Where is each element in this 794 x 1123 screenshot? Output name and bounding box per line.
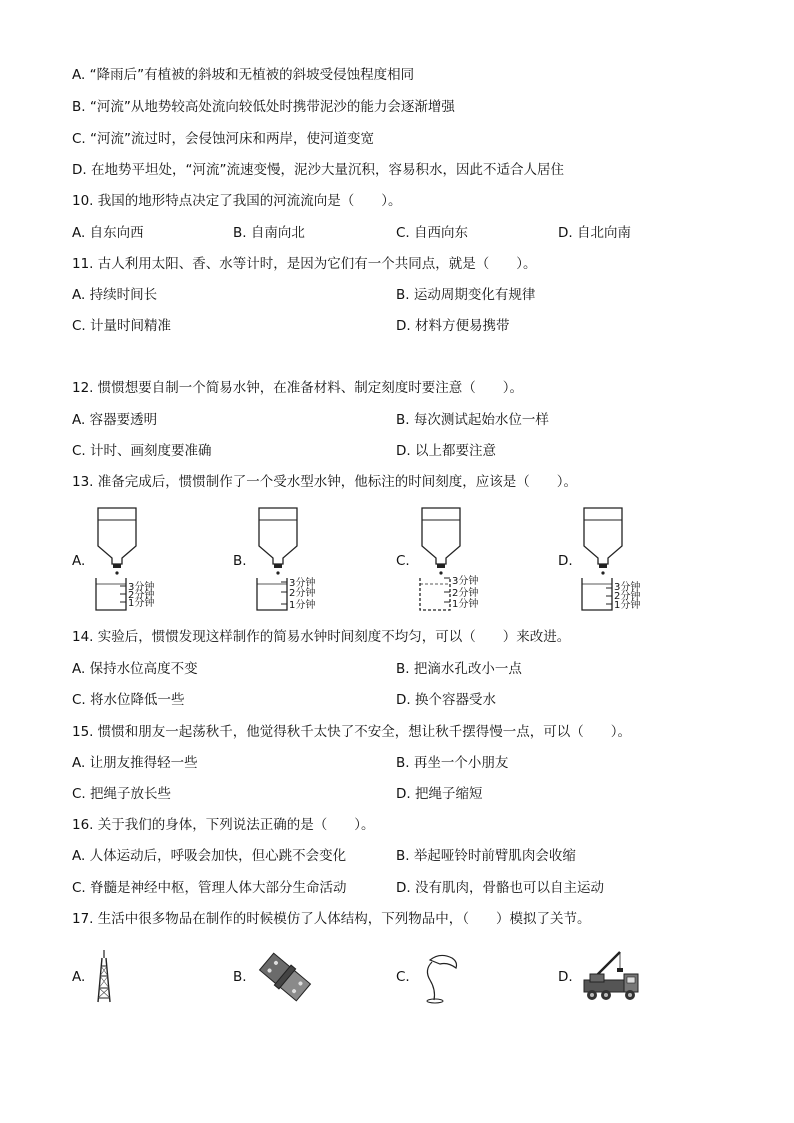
scale-label-1min: 1分钟 [614,600,641,611]
q9-option-d: D. 在地势平坦处，“河流”流速变慢，泥沙大量沉积，容易积水，因此不适合人居住 [72,162,564,178]
scale-label-1min: 1分钟 [452,599,479,610]
scale-label-1min: 1分钟 [128,598,155,609]
q14-option-d: D. 换个容器受水 [396,692,496,708]
q12-stem: 12. 惯惯想要自制一个简易水钟，在准备材料、制定刻度时要注意（ ）。 [72,380,524,396]
hinge-icon [255,950,315,1004]
scale-label-2min: 2分钟 [289,588,316,599]
scale-label-3min: 3分钟 [128,582,155,593]
q9-option-a: A. “降雨后”有植被的斜坡和无植被的斜坡受侵蚀程度相同 [72,67,415,83]
q13-option-a-label: A. [72,553,86,569]
tower-icon [94,950,114,1004]
q15-option-b: B. 再坐一个小朋友 [396,755,509,771]
q11-stem: 11. 古人利用太阳、香、水等计时，是因为它们有一个共同点，就是（ ）。 [72,256,537,272]
q14-stem: 14. 实验后，惯惯发现这样制作的简易水钟时间刻度不均匀，可以（ ）来改进。 [72,629,571,645]
q17-stem: 17. 生活中很多物品在制作的时候模仿了人体结构，下列物品中，（ ）模拟了关节。 [72,911,591,927]
q12-option-b: B. 每次测试起始水位一样 [396,412,549,428]
q12-option-c: C. 计时、画刻度要准确 [72,443,212,459]
q16-stem: 16. 关于我们的身体，下列说法正确的是（ ）。 [72,817,375,833]
q14-option-a: A. 保持水位高度不变 [72,661,198,677]
q17-option-c-label: C. [396,969,410,985]
water-clock-figure-c [416,506,498,612]
q17-option-a-label: A. [72,969,86,985]
q12-option-d: D. 以上都要注意 [396,443,496,459]
scale-label-3min: 3分钟 [614,582,641,593]
q10-stem: 10. 我国的地形特点决定了我国的河流流向是（ ）。 [72,193,402,209]
scale-label-3min: 3分钟 [289,578,316,589]
q16-option-a: A. 人体运动后，呼吸会加快，但心跳不会变化 [72,848,347,864]
water-clock-figure-a [92,506,174,612]
scale-label-2min: 2分钟 [452,588,479,599]
water-clock-figure-d [578,506,660,612]
q15-option-c: C. 把绳子放长些 [72,786,172,802]
q13-stem: 13. 准备完成后，惯惯制作了一个受水型水钟，他标注的时间刻度，应该是（ ）。 [72,474,578,490]
q15-stem: 15. 惯惯和朋友一起荡秋千，他觉得秋千太快了不安全，想让秋千摆得慢一点，可以（ ）。 [72,724,632,740]
q13-option-b-label: B. [233,553,247,569]
water-clock-figure-b [253,506,335,612]
q14-option-c: C. 将水位降低一些 [72,692,185,708]
q9-option-b: B. “河流”从地势较高处流向较低处时携带泥沙的能力会逐渐增强 [72,99,455,115]
q17-option-b-label: B. [233,969,247,985]
q10-option-b: B. 自南向北 [233,225,305,241]
q13-option-d-label: D. [558,553,573,569]
q11-option-c: C. 计量时间精准 [72,318,172,334]
q10-option-a: A. 自东向西 [72,225,144,241]
q11-option-a: A. 持续时间长 [72,287,158,303]
q9-option-c: C. “河流”流过时，会侵蚀河床和两岸，使河道变宽 [72,131,374,147]
q16-option-d: D. 没有肌肉，骨骼也可以自主运动 [396,880,604,896]
q16-option-b: B. 举起哑铃时前臂肌肉会收缩 [396,848,576,864]
q16-option-c: C. 脊髓是神经中枢，管理人体大部分生命活动 [72,880,347,896]
q13-option-c-label: C. [396,553,410,569]
scale-label-3min: 3分钟 [452,576,479,587]
q15-option-a: A. 让朋友推得轻一些 [72,755,198,771]
q14-option-b: B. 把滴水孔改小一点 [396,661,522,677]
desk-lamp-icon [418,950,464,1004]
scale-label-1min: 1分钟 [289,600,316,611]
q15-option-d: D. 把绳子缩短 [396,786,483,802]
q11-option-b: B. 运动周期变化有规律 [396,287,536,303]
q10-option-d: D. 自北向南 [558,225,631,241]
q12-option-a: A. 容器要透明 [72,412,158,428]
q17-option-d-label: D. [558,969,573,985]
q11-option-d: D. 材料方便易携带 [396,318,510,334]
scale-label-2min: 2分钟 [128,590,155,601]
scale-label-2min: 2分钟 [614,591,641,602]
q10-option-c: C. 自西向东 [396,225,469,241]
crane-truck-icon [580,948,642,1004]
